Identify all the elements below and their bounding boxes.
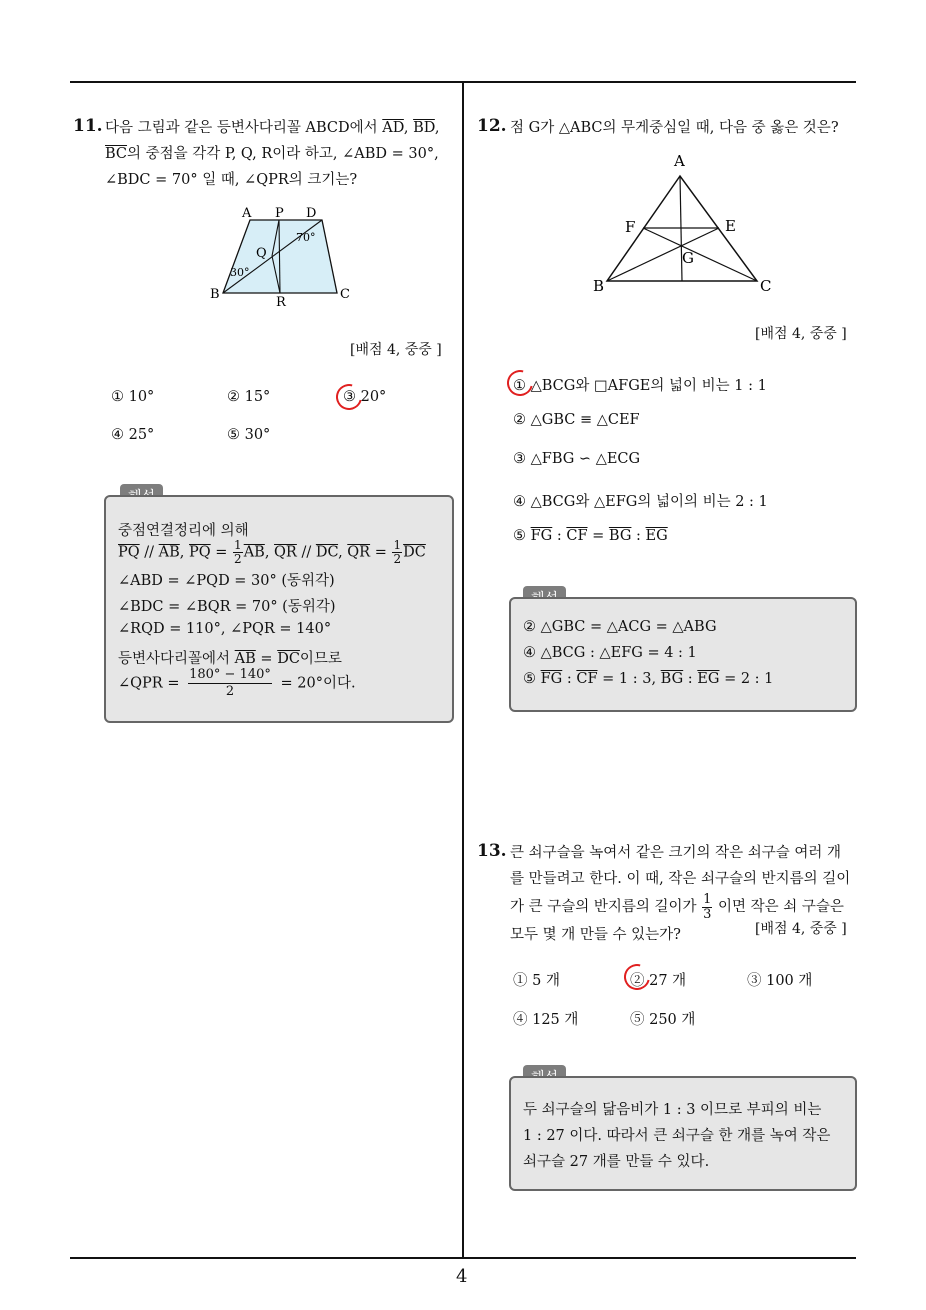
- angle-d-label: 70°: [296, 231, 316, 244]
- triangle-figure: [585, 148, 785, 298]
- q11-choice-4[interactable]: ④ 25°: [111, 427, 155, 443]
- label-q: Q: [256, 246, 267, 261]
- label-b: B: [210, 287, 220, 302]
- q11-sol-line6: 등변사다리꼴에서 $\overline{AB} = \overline{DC}$이므로: [118, 651, 342, 667]
- label-b: B: [593, 277, 605, 295]
- page-number: 4: [456, 1266, 468, 1287]
- q12-choice-5[interactable]: ⑤ $\overline{FG}$ : $\overline{CF} = \overline{BG}$ : $\overline{EG}$: [513, 528, 668, 544]
- q13-choice-5[interactable]: ⑤ 250 개: [630, 1012, 696, 1028]
- q11-choice-3[interactable]: ③ 20°: [343, 389, 387, 405]
- q12-choice-1[interactable]: ① △BCG와 □AFGE의 넓이 비는 1 : 1: [513, 378, 767, 394]
- q12-solution-box: ② △GBC = △ACG = △ABG ④ △BCG : △EFG = 4 : 1 ⑤ $\overline{FG}$ : $\overline{CF} = 1$ : 3, $\overline{BG}$ : $\overline{EG} = 2$ : 1: [509, 597, 857, 712]
- median-b: [607, 228, 719, 281]
- q12-choice-2[interactable]: ② △GBC ≡ △CEF: [513, 412, 640, 428]
- label-a: A: [242, 206, 252, 221]
- q11-choice-1[interactable]: ① 10°: [111, 389, 155, 405]
- label-d: D: [306, 206, 317, 221]
- q13-score: [배점 4, 중중 ]: [755, 921, 847, 937]
- q13-number: 13.: [477, 841, 507, 861]
- q11-number: 11.: [73, 116, 103, 136]
- bottom-rule: [70, 1257, 856, 1259]
- q12-choice-4[interactable]: ④ △BCG와 △EFG의 넓이의 비는 2 : 1: [513, 494, 768, 510]
- q13-choice-2[interactable]: ② 27 개: [630, 973, 687, 989]
- label-c: C: [340, 287, 350, 302]
- q11-sol-line2: $\overline{PQ} // \overline{AB}$, $\overline{PQ}$ = $\frac{1}{2}$ $\overline{AB}$, $\overline{QR} // \overline{DC}$, $\overline{QR}$ = $\frac{1}{2}$ $\overline{DC}$: [118, 538, 426, 566]
- q12-answer-mark: [502, 365, 538, 401]
- q11-sol-line7: ∠QPR = $\frac{180^\circ - 140^\circ}{2}$ = 20°이다.: [118, 667, 356, 699]
- label-e: E: [725, 217, 736, 235]
- trapezoid-figure: [200, 200, 360, 310]
- q11-question: 다음 그림과 같은 등변사다리꼴 ABCD에서 $\overline{AD}$, $\overline{BD}$, $\overline{BC}$의 중점을 각각 P, Q, R이라 하고, ∠ABD = 30°, ∠BDC = 70° 일 때, ∠QPR의 크기는?: [105, 120, 440, 188]
- column-divider: [462, 82, 464, 1258]
- q13-choice-1[interactable]: ① 5 개: [513, 973, 560, 989]
- label-a: A: [674, 152, 685, 170]
- q12-number: 12.: [477, 116, 507, 136]
- q13-solution-box: 두 쇠구슬의 닮음비가 1 : 3 이므로 부피의 비는 1 : 27 이다. 따라서 큰 쇠구슬 한 개를 녹여 작은 쇠구슬 27 개를 만들 수 있다.: [509, 1076, 857, 1191]
- label-c: C: [760, 277, 772, 295]
- median-c: [643, 228, 757, 281]
- q13-choice-4[interactable]: ④ 125 개: [513, 1012, 579, 1028]
- q12-sol-line3: ⑤ $\overline{FG}$ : $\overline{CF} = 1$ : 3, $\overline{BG}$ : $\overline{EG} = 2$ : 1: [523, 671, 774, 687]
- angle-b-label: 30°: [230, 266, 250, 279]
- q13-choice-3[interactable]: ③ 100 개: [747, 973, 813, 989]
- q11-solution-box: 중점연결정리에 의해 $\overline{PQ} // \overline{AB}$, $\overline{PQ}$ = $\frac{1}{2}$ $\overline{AB}$, $\overline{QR} // \overline{DC}$, $\overline{QR}$ = $\frac{1}{2}$ $\overline{DC}$ ∠ABD = ∠PQD = 30° (동위각) ∠BDC = ∠BQR = 70° (동위각) ∠RQD = 110°, ∠PQR = 140° 등변사다리꼴에서 $\overline{AB} = \overline{DC}$이므로 ∠QPR = $\frac{180^\circ - 140^\circ}{2}$ = 20°이다.: [104, 495, 454, 723]
- q11-answer-mark: [331, 379, 367, 415]
- label-p: P: [275, 206, 284, 221]
- q12-score: [배점 4, 중중 ]: [755, 326, 847, 342]
- label-g: G: [682, 249, 694, 267]
- q11-choice-2[interactable]: ② 15°: [227, 389, 271, 405]
- label-f: F: [625, 218, 636, 236]
- q13-question: 큰 쇠구슬을 녹여서 같은 크기의 작은 쇠구슬 여러 개 를 만들려고 한다. 이 때, 작은 쇠구슬의 반지름의 길이 가 큰 구슬의 반지름의 길이가 $\frac{1}{3}$ 이면 작은 쇠 구슬은 모두 몇 개 만들 수 있는가?: [510, 845, 851, 943]
- q11-score: [배점 4, 중중 ]: [350, 342, 442, 358]
- q11-choice-5[interactable]: ⑤ 30°: [227, 427, 271, 443]
- label-r: R: [276, 295, 286, 310]
- q12-choice-3[interactable]: ③ △FBG ∽ △ECG: [513, 451, 641, 467]
- q12-question: 점 G가 △ABC의 무게중심일 때, 다음 중 옳은 것은?: [510, 120, 839, 136]
